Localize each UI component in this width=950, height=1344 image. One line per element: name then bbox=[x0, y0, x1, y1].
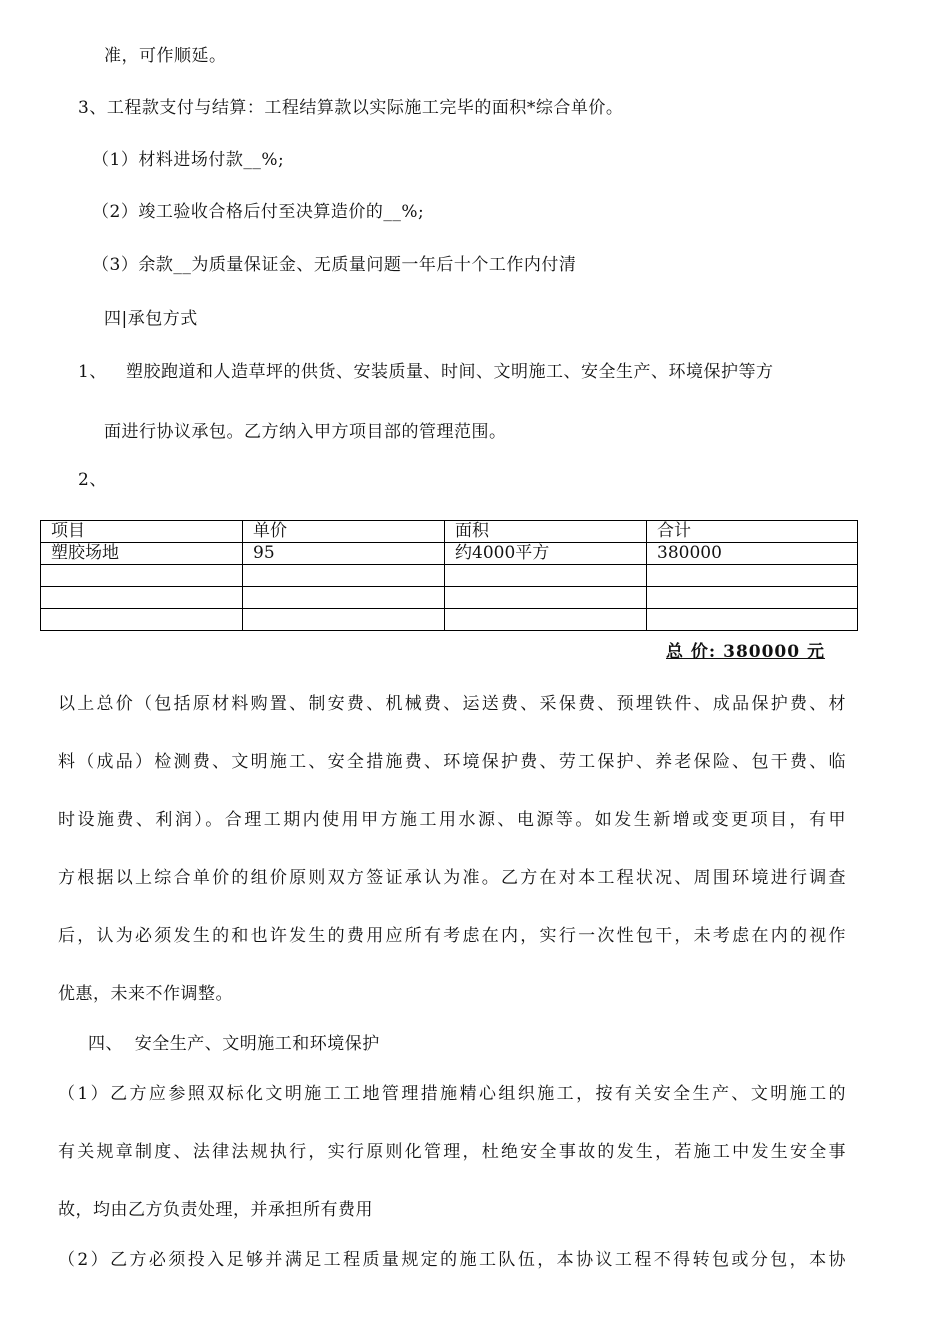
table-cell bbox=[243, 587, 445, 609]
table-cell: 塑胶场地 bbox=[41, 543, 243, 565]
table-cell bbox=[445, 587, 647, 609]
table-cell bbox=[445, 609, 647, 631]
table-header-cell: 单价 bbox=[243, 521, 445, 543]
payment-item-2: （2）竣工验收合格后付至决算造价的__%; bbox=[92, 202, 425, 222]
table-cell bbox=[41, 565, 243, 587]
payment-item-1: （1）材料进场付款__%; bbox=[92, 150, 285, 170]
table-row bbox=[41, 565, 858, 587]
table-row bbox=[41, 609, 858, 631]
clause-1-number: 1、 bbox=[78, 362, 107, 382]
table-cell bbox=[41, 587, 243, 609]
clause-3-payment: 3、工程款支付与结算：工程结算款以实际施工完毕的面积*综合单价。 bbox=[78, 98, 624, 118]
table-row bbox=[41, 543, 858, 565]
paragraph-line: 以上总价（包括原材料购置、制安费、机械费、运送费、采保费、预埋铁件、成品保护费、材 bbox=[58, 694, 846, 714]
paragraph-line: （1）乙方应参照双标化文明施工工地管理措施精心组织施工，按有关安全生产、文明施工的 bbox=[58, 1084, 846, 1104]
paragraph-line: （2）乙方必须投入足够并满足工程质量规定的施工队伍，本协议工程不得转包或分包，本协 bbox=[58, 1250, 846, 1270]
table-header-cell: 项目 bbox=[41, 521, 243, 543]
section-heading-safety: 四、 安全生产、文明施工和环境保护 bbox=[88, 1034, 380, 1054]
text-line-continuation: 准，可作顺延。 bbox=[104, 46, 227, 66]
table-cell bbox=[445, 565, 647, 587]
table-cell: 380000 bbox=[647, 543, 858, 565]
clause-1-text: 塑胶跑道和人造草坪的供货、安装质量、时间、文明施工、安全生产、环境保护等方 bbox=[126, 362, 774, 382]
total-price: 总 价: 380000 元 bbox=[666, 642, 826, 662]
payment-item-3: （3）余款__为质量保证金、无质量问题一年后十个工作内付清 bbox=[92, 255, 577, 275]
table-cell bbox=[243, 565, 445, 587]
clause-1-text-cont: 面进行协议承包。乙方纳入甲方项目部的管理范围。 bbox=[104, 422, 507, 442]
paragraph-line: 有关规章制度、法律法规执行，实行原则化管理，杜绝安全事故的发生，若施工中发生安全事 bbox=[58, 1142, 846, 1162]
paragraph-line: 故，均由乙方负责处理，并承担所有费用 bbox=[58, 1200, 373, 1220]
pricing-table bbox=[40, 520, 858, 631]
section-heading-contract-method: 四|承包方式 bbox=[104, 309, 198, 329]
paragraph-line: 方根据以上综合单价的组价原则双方签证承认为准。乙方在对本工程状况、周围环境进行调查 bbox=[58, 868, 846, 888]
table-cell: 约4000平方 bbox=[445, 543, 647, 565]
table-cell bbox=[647, 609, 858, 631]
paragraph-line: 料（成品）检测费、文明施工、安全措施费、环境保护费、劳工保护、养老保险、包干费、临 bbox=[58, 752, 846, 772]
table-cell bbox=[647, 565, 858, 587]
table-cell bbox=[647, 587, 858, 609]
table-header-row bbox=[41, 521, 858, 543]
table-cell: 95 bbox=[243, 543, 445, 565]
paragraph-line: 后，认为必须发生的和也许发生的费用应所有考虑在内，实行一次性包干，未考虑在内的视作 bbox=[58, 926, 846, 946]
table-cell bbox=[243, 609, 445, 631]
table-row bbox=[41, 587, 858, 609]
table-cell bbox=[41, 609, 243, 631]
table-header-cell: 合计 bbox=[647, 521, 858, 543]
clause-2-number: 2、 bbox=[78, 470, 107, 490]
paragraph-line: 优惠，未来不作调整。 bbox=[58, 984, 233, 1004]
paragraph-line: 时设施费、利润）。合理工期内使用甲方施工用水源、电源等。如发生新增或变更项目，有甲 bbox=[58, 810, 846, 830]
table-header-cell: 面积 bbox=[445, 521, 647, 543]
